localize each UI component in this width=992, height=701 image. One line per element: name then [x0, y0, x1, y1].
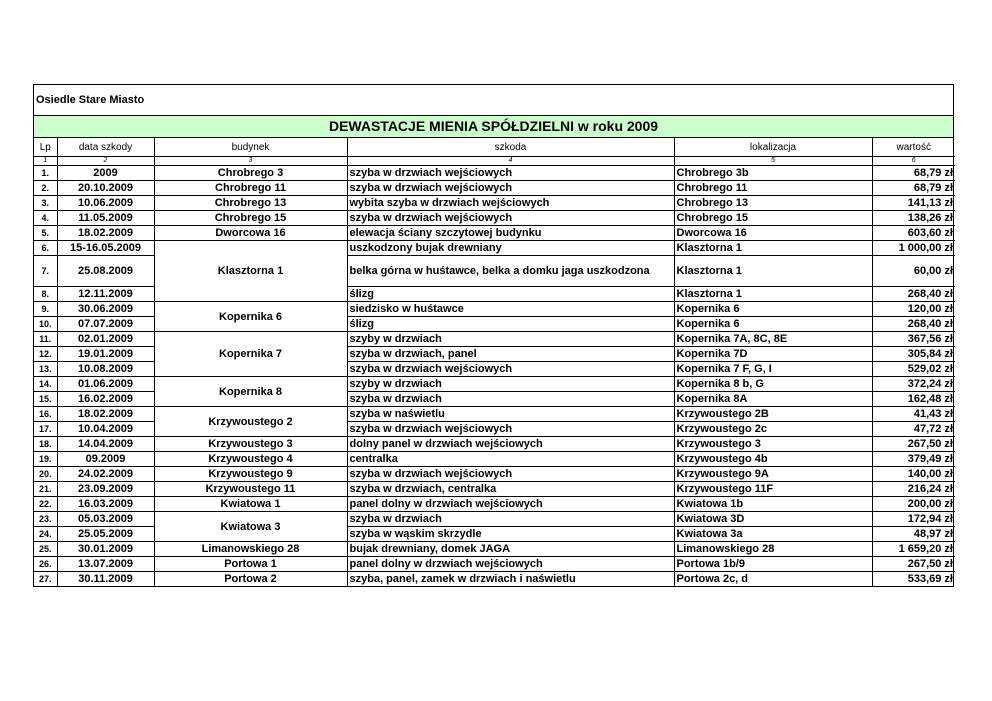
- cell-lp: 18.: [34, 437, 57, 452]
- cell-damage: szyba w drzwiach: [347, 512, 674, 527]
- cell-damage: wybita szyba w drzwiach wejściowych: [347, 196, 674, 211]
- cell-date: 01.06.2009: [57, 377, 154, 392]
- table-row: [34, 226, 955, 241]
- cell-value: 268,40 zł: [872, 287, 955, 302]
- cell-building: Kopernika 8: [154, 377, 347, 407]
- cell-location: Kopernika 8 b, G: [674, 377, 872, 392]
- cell-location: Chrobrego 15: [674, 211, 872, 226]
- cell-date: 10.04.2009: [57, 422, 154, 437]
- cell-location: Krzywoustego 2B: [674, 407, 872, 422]
- cell-value: 305,84 zł: [872, 347, 955, 362]
- cell-location: Chrobrego 11: [674, 181, 872, 196]
- cell-damage: dolny panel w drzwiach wejściowych: [347, 437, 674, 452]
- column-number: 2: [57, 157, 154, 166]
- table-row: [34, 512, 955, 527]
- cell-date: 25.05.2009: [57, 527, 154, 542]
- cell-value: 267,50 zł: [872, 557, 955, 572]
- cell-date: 16.02.2009: [57, 392, 154, 407]
- header-row: [34, 138, 955, 157]
- cell-date: 23.09.2009: [57, 482, 154, 497]
- column-number-row: [34, 157, 955, 166]
- table-row: [34, 452, 955, 467]
- cell-date: 12.11.2009: [57, 287, 154, 302]
- table-row: [34, 437, 955, 452]
- cell-lp: 3.: [34, 196, 57, 211]
- cell-location: Krzywoustego 2c: [674, 422, 872, 437]
- cell-value: 48,97 zł: [872, 527, 955, 542]
- cell-date: 30.11.2009: [57, 572, 154, 587]
- cell-damage: szyby w drzwiach: [347, 332, 674, 347]
- cell-date: 19.01.2009: [57, 347, 154, 362]
- cell-lp: 22.: [34, 497, 57, 512]
- cell-date: 16.03.2009: [57, 497, 154, 512]
- cell-location: Portowa 2c, d: [674, 572, 872, 587]
- table-body: [34, 166, 955, 587]
- cell-lp: 12.: [34, 347, 57, 362]
- cell-building: Portowa 1: [154, 557, 347, 572]
- cell-value: 172,94 zł: [872, 512, 955, 527]
- cell-date: 2009: [57, 166, 154, 181]
- cell-lp: 5.: [34, 226, 57, 241]
- table-row: [34, 377, 955, 392]
- cell-lp: 6.: [34, 241, 57, 256]
- cell-location: Kopernika 7D: [674, 347, 872, 362]
- cell-damage: szyba w drzwiach wejściowych: [347, 166, 674, 181]
- cell-damage: szyba w drzwiach wejściowych: [347, 422, 674, 437]
- cell-damage: szyby w drzwiach: [347, 377, 674, 392]
- cell-lp: 19.: [34, 452, 57, 467]
- cell-damage: szyba, panel, zamek w drzwiach i naświetlu: [347, 572, 674, 587]
- cell-date: 24.02.2009: [57, 467, 154, 482]
- cell-location: Kopernika 8A: [674, 392, 872, 407]
- cell-value: 529,02 zł: [872, 362, 955, 377]
- cell-date: 13.07.2009: [57, 557, 154, 572]
- cell-building: Klasztorna 1: [154, 241, 347, 302]
- cell-location: Chrobrego 13: [674, 196, 872, 211]
- cell-location: Kopernika 6: [674, 302, 872, 317]
- cell-building: Krzywoustego 3: [154, 437, 347, 452]
- cell-damage: panel dolny w drzwiach wejściowych: [347, 557, 674, 572]
- cell-building: Portowa 2: [154, 572, 347, 587]
- cell-building: Limanowskiego 28: [154, 542, 347, 557]
- cell-value: 41,43 zł: [872, 407, 955, 422]
- cell-location: Klasztorna 1: [674, 256, 872, 287]
- cell-building: Chrobrego 11: [154, 181, 347, 196]
- spreadsheet: [33, 84, 954, 587]
- cell-damage: panel dolny w drzwiach wejściowych: [347, 497, 674, 512]
- cell-lp: 16.: [34, 407, 57, 422]
- cell-value: 68,79 zł: [872, 166, 955, 181]
- cell-date: 25.08.2009: [57, 256, 154, 287]
- cell-date: 05.03.2009: [57, 512, 154, 527]
- cell-damage: szyba w drzwiach, centralka: [347, 482, 674, 497]
- cell-location: Chrobrego 3b: [674, 166, 872, 181]
- header-building: budynek: [154, 138, 347, 157]
- cell-value: 162,48 zł: [872, 392, 955, 407]
- cell-value: 120,00 zł: [872, 302, 955, 317]
- cell-date: 15-16.05.2009: [57, 241, 154, 256]
- table-row: [34, 166, 955, 181]
- table-row: [34, 557, 955, 572]
- cell-lp: 4.: [34, 211, 57, 226]
- cell-lp: 27.: [34, 572, 57, 587]
- cell-value: 372,24 zł: [872, 377, 955, 392]
- table-row: [34, 181, 955, 196]
- header-damage: szkoda: [347, 138, 674, 157]
- cell-value: 68,79 zł: [872, 181, 955, 196]
- cell-damage: szyba w wąskim skrzydle: [347, 527, 674, 542]
- cell-value: 268,40 zł: [872, 317, 955, 332]
- cell-location: Kwiatowa 3a: [674, 527, 872, 542]
- cell-building: Kopernika 6: [154, 302, 347, 332]
- cell-building: Krzywoustego 9: [154, 467, 347, 482]
- cell-lp: 13.: [34, 362, 57, 377]
- cell-damage: elewacja ściany szczytowej budynku: [347, 226, 674, 241]
- cell-location: Kopernika 6: [674, 317, 872, 332]
- table-row: [34, 542, 955, 557]
- cell-damage: ślizg: [347, 317, 674, 332]
- cell-value: 60,00 zł: [872, 256, 955, 287]
- cell-date: 18.02.2009: [57, 407, 154, 422]
- cell-lp: 17.: [34, 422, 57, 437]
- cell-building: Kwiatowa 3: [154, 512, 347, 542]
- cell-date: 14.04.2009: [57, 437, 154, 452]
- cell-building: Krzywoustego 2: [154, 407, 347, 437]
- cell-damage: belka górna w huśtawce, belka a domku jaga uszkodzona: [347, 256, 674, 287]
- cell-building: Chrobrego 15: [154, 211, 347, 226]
- cell-date: 07.07.2009: [57, 317, 154, 332]
- cell-location: Limanowskiego 28: [674, 542, 872, 557]
- cell-value: 1 000,00 zł: [872, 241, 955, 256]
- column-number: 4: [347, 157, 674, 166]
- cell-value: 200,00 zł: [872, 497, 955, 512]
- cell-damage: szyba w drzwiach wejściowych: [347, 362, 674, 377]
- cell-building: Kwiatowa 1: [154, 497, 347, 512]
- cell-value: 267,50 zł: [872, 437, 955, 452]
- cell-value: 47,72 zł: [872, 422, 955, 437]
- cell-damage: szyba w drzwiach wejściowych: [347, 211, 674, 226]
- cell-damage: siedzisko w huśtawce: [347, 302, 674, 317]
- cell-building: Chrobrego 3: [154, 166, 347, 181]
- cell-value: 533,69 zł: [872, 572, 955, 587]
- cell-lp: 21.: [34, 482, 57, 497]
- cell-damage: uszkodzony bujak drewniany: [347, 241, 674, 256]
- cell-lp: 11.: [34, 332, 57, 347]
- cell-location: Klasztorna 1: [674, 241, 872, 256]
- cell-location: Portowa 1b/9: [674, 557, 872, 572]
- cell-damage: szyba w drzwiach wejściowych: [347, 181, 674, 196]
- estate-name: Osiedle Stare Miasto: [34, 85, 953, 116]
- cell-damage: ślizg: [347, 287, 674, 302]
- cell-date: 10.06.2009: [57, 196, 154, 211]
- header-lp: Lp: [34, 138, 57, 157]
- cell-date: 09.2009: [57, 452, 154, 467]
- header-location: lokalizacja: [674, 138, 872, 157]
- cell-value: 603,60 zł: [872, 226, 955, 241]
- cell-location: Kwiatowa 1b: [674, 497, 872, 512]
- cell-building: Kopernika 7: [154, 332, 347, 377]
- cell-building: Dworcowa 16: [154, 226, 347, 241]
- cell-location: Krzywoustego 11F: [674, 482, 872, 497]
- cell-value: 140,00 zł: [872, 467, 955, 482]
- cell-date: 30.01.2009: [57, 542, 154, 557]
- cell-value: 367,56 zł: [872, 332, 955, 347]
- table-row: [34, 302, 955, 317]
- header-date: data szkody: [57, 138, 154, 157]
- cell-location: Kwiatowa 3D: [674, 512, 872, 527]
- cell-date: 10.08.2009: [57, 362, 154, 377]
- column-number: 6: [872, 157, 955, 166]
- cell-damage: szyba w drzwiach, panel: [347, 347, 674, 362]
- cell-damage: centralka: [347, 452, 674, 467]
- cell-date: 30.06.2009: [57, 302, 154, 317]
- cell-lp: 24.: [34, 527, 57, 542]
- cell-building: Chrobrego 13: [154, 196, 347, 211]
- cell-lp: 20.: [34, 467, 57, 482]
- cell-lp: 2.: [34, 181, 57, 196]
- cell-value: 216,24 zł: [872, 482, 955, 497]
- cell-location: Krzywoustego 4b: [674, 452, 872, 467]
- cell-damage: szyba w naświetlu: [347, 407, 674, 422]
- cell-lp: 14.: [34, 377, 57, 392]
- cell-building: Krzywoustego 4: [154, 452, 347, 467]
- table-row: [34, 467, 955, 482]
- table-row: [34, 482, 955, 497]
- table-row: [34, 407, 955, 422]
- cell-value: 138,26 zł: [872, 211, 955, 226]
- cell-location: Dworcowa 16: [674, 226, 872, 241]
- damage-table: [34, 138, 955, 586]
- cell-lp: 26.: [34, 557, 57, 572]
- cell-damage: bujak drewniany, domek JAGA: [347, 542, 674, 557]
- cell-lp: 7.: [34, 256, 57, 287]
- column-number: 3: [154, 157, 347, 166]
- cell-date: 11.05.2009: [57, 211, 154, 226]
- cell-lp: 8.: [34, 287, 57, 302]
- cell-value: 1 659,20 zł: [872, 542, 955, 557]
- table-row: [34, 497, 955, 512]
- header-value: wartość: [872, 138, 955, 157]
- cell-location: Krzywoustego 9A: [674, 467, 872, 482]
- cell-lp: 25.: [34, 542, 57, 557]
- cell-lp: 15.: [34, 392, 57, 407]
- cell-value: 141,13 zł: [872, 196, 955, 211]
- cell-date: 02.01.2009: [57, 332, 154, 347]
- column-number: 1: [34, 157, 57, 166]
- cell-building: Krzywoustego 11: [154, 482, 347, 497]
- cell-lp: 23.: [34, 512, 57, 527]
- table-row: [34, 332, 955, 347]
- cell-location: Klasztorna 1: [674, 287, 872, 302]
- cell-damage: szyba w drzwiach wejściowych: [347, 467, 674, 482]
- cell-date: 18.02.2009: [57, 226, 154, 241]
- cell-value: 379,49 zł: [872, 452, 955, 467]
- table-row: [34, 211, 955, 226]
- cell-lp: 1.: [34, 166, 57, 181]
- sheet-title: DEWASTACJE MIENIA SPÓŁDZIELNI w roku 2009: [34, 116, 953, 138]
- cell-location: Kopernika 7A, 8C, 8E: [674, 332, 872, 347]
- cell-location: Krzywoustego 3: [674, 437, 872, 452]
- cell-damage: szyba w drzwiach: [347, 392, 674, 407]
- table-row: [34, 572, 955, 587]
- cell-lp: 9.: [34, 302, 57, 317]
- cell-location: Kopernika 7 F, G, I: [674, 362, 872, 377]
- table-row: [34, 241, 955, 256]
- cell-lp: 10.: [34, 317, 57, 332]
- table-row: [34, 196, 955, 211]
- column-number: 5: [674, 157, 872, 166]
- cell-date: 20.10.2009: [57, 181, 154, 196]
